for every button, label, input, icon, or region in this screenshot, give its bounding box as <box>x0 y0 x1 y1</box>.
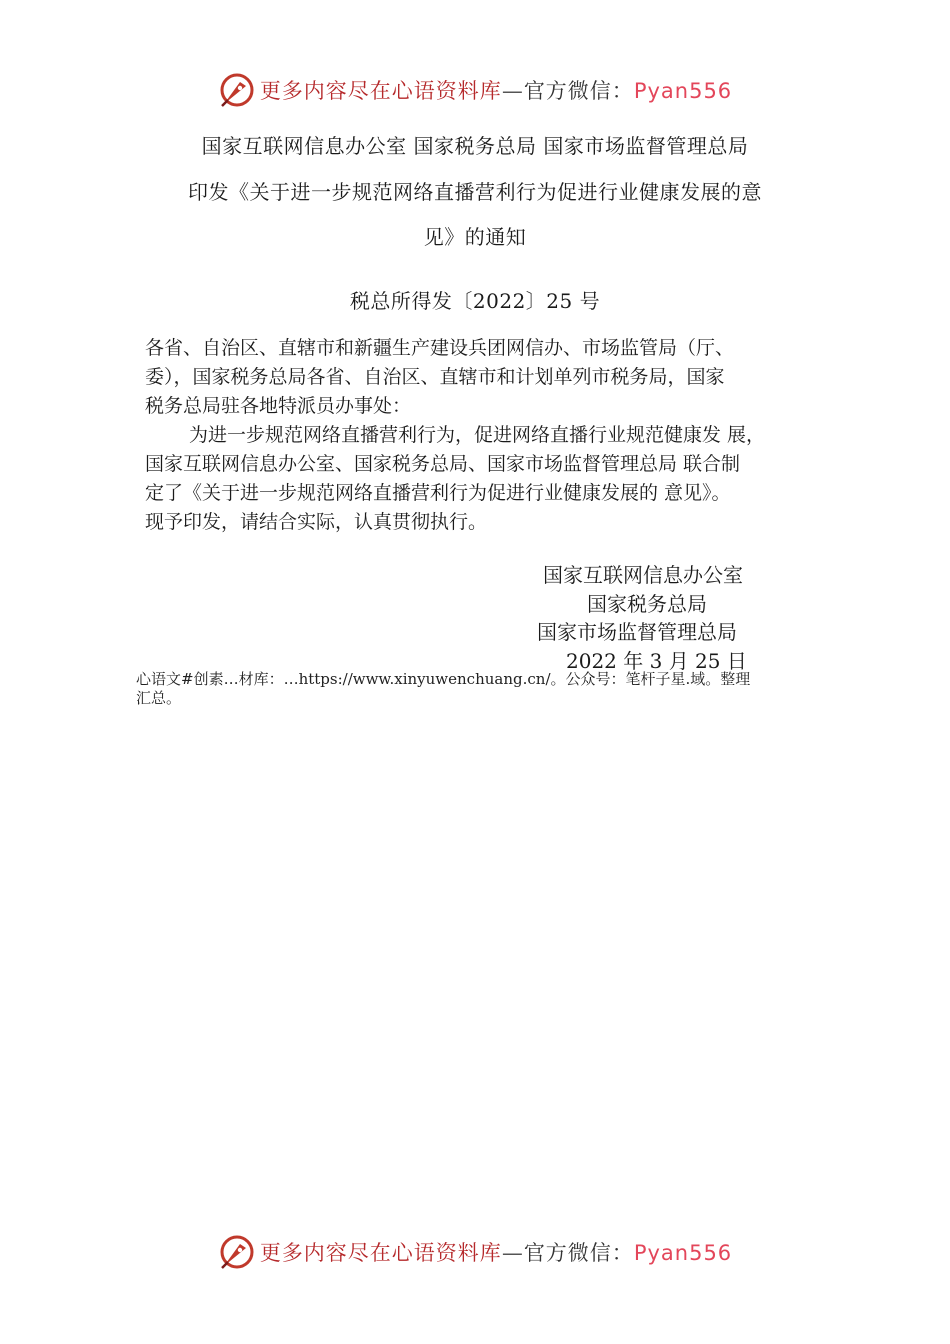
body-line: 现予印发，请结合实际，认真贯彻执行。 <box>145 511 488 533</box>
banner-main-text: 更多内容尽在心语资料库 <box>259 1241 502 1265</box>
title-line-2: 印发《关于进一步规范网络直播营利行为促进行业健康发展的意 <box>188 180 762 204</box>
banner-wechat-id: Pyan556 <box>633 79 733 103</box>
footnote-line: 心语文#创素…材库：…https://www.xinyuwenchuang.cn/。公众号：笔杆子星.域。整理 <box>136 670 751 688</box>
addressee-line: 各省、自治区、直辖市和新疆生产建设兵团网信办、市场监管局（厅、 <box>145 337 735 359</box>
body-line: 国家互联网信息办公室、国家税务总局、国家市场监督管理总局 联合制 <box>145 453 741 475</box>
addressee-line: 委），国家税务总局各省、自治区、直辖市和计划单列市税务局，国家 <box>145 366 725 388</box>
pen-nib-logo-icon <box>218 1232 254 1272</box>
signature-org-samr: 国家市场监督管理总局 <box>537 620 737 644</box>
body-line-text: 为进一步规范网络直播营利行为，促进网络直播行业规范健康发 展， <box>189 424 766 446</box>
body-line: 定了《关于进一步规范网络直播营利行为促进行业健康发展的 意见》。 <box>145 482 731 504</box>
header-banner <box>0 70 950 110</box>
pen-nib-logo-icon <box>218 70 254 110</box>
signature-org-cac: 国家互联网信息办公室 <box>543 563 743 587</box>
addressee-line: 税务总局驻各地特派员办事处： <box>145 395 412 417</box>
banner-main-text: 更多内容尽在心语资料库 <box>259 79 502 103</box>
document-number: 税总所得发〔2022〕25 号 <box>349 289 601 313</box>
footer-banner <box>0 1232 950 1272</box>
body-line <box>145 421 821 450</box>
banner-text <box>260 1237 732 1267</box>
addressee-paragraph <box>145 334 821 421</box>
signature-org-sta: 国家税务总局 <box>587 592 707 616</box>
banner-separator: — <box>501 1241 524 1265</box>
banner-wechat-label: 官方微信： <box>523 1241 634 1265</box>
banner-wechat-label: 官方微信： <box>523 79 634 103</box>
title-line-1: 国家互联网信息办公室 国家税务总局 国家市场监督管理总局 <box>201 134 749 158</box>
signature-date: 2022 年 3 月 25 日 <box>566 649 747 673</box>
banner-wechat-id: Pyan556 <box>633 1241 733 1265</box>
source-footnote <box>136 670 826 708</box>
banner-separator: — <box>501 79 524 103</box>
banner-text <box>260 75 732 105</box>
title-line-3: 见》的通知 <box>423 225 527 249</box>
footnote-line: 汇总。 <box>136 689 182 707</box>
body-paragraph <box>145 421 821 537</box>
